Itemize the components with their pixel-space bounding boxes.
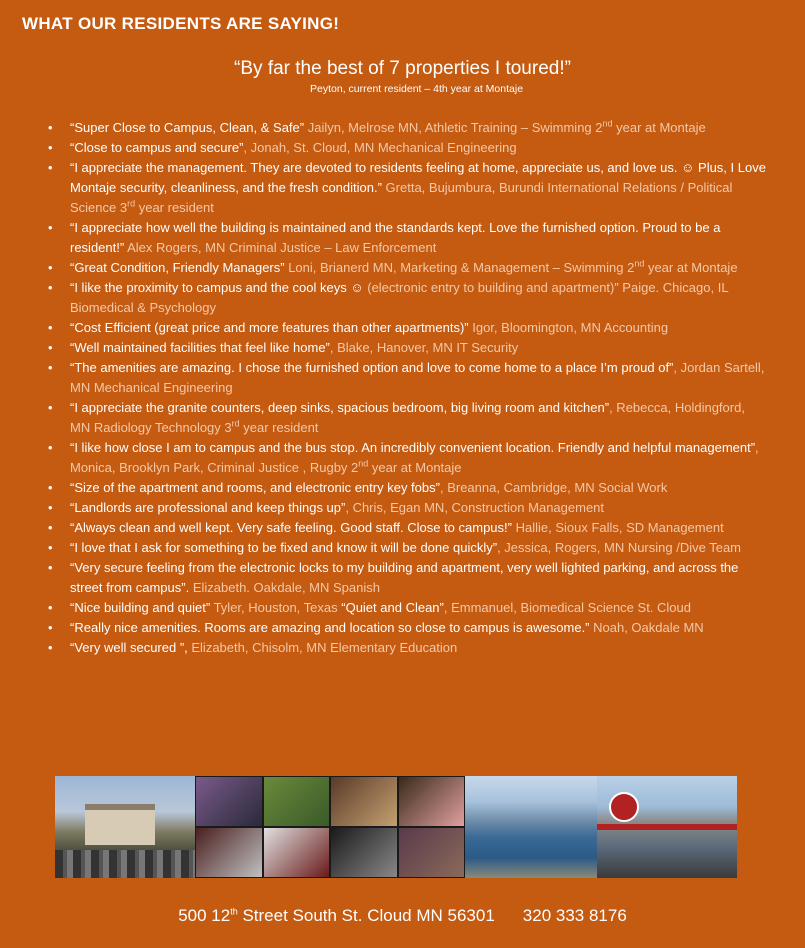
testimonial-item — [48, 158, 768, 218]
bullet-icon: • — [48, 400, 53, 415]
testimonial-item — [48, 318, 768, 338]
testimonial-quote: “The amenities are amazing. I chose the furnished option and love to come home to a place I’m proud of” — [70, 360, 674, 375]
testimonial-item — [48, 338, 768, 358]
testimonial-item — [48, 218, 768, 258]
testimonial-item — [48, 518, 768, 538]
testimonial-author: , Rebecca, Holdingford, MN Radiology Technology 3 — [70, 400, 745, 435]
testimonial-quote: “I appreciate the granite counters, deep sinks, spacious bedroom, big living room and kitchen” — [70, 400, 610, 415]
bullet-icon: • — [48, 620, 53, 635]
testimonial-quote: “Quiet and Clean” — [341, 600, 444, 615]
testimonial-author: Hallie, Sioux Falls, SD Management — [511, 520, 724, 535]
testimonial-quote: “I appreciate how well the building is maintained and the standards kept. Love the furnished option. Proud to be a resident!” — [70, 220, 721, 255]
bullet-icon: • — [48, 140, 53, 155]
testimonial-quote: “Super Close to Campus, Clean, & Safe” — [70, 120, 305, 135]
bullet-icon: • — [48, 480, 53, 495]
scsu-logo-icon — [609, 792, 639, 822]
testimonial-item — [48, 478, 768, 498]
testimonial-author: Igor, Bloomington, MN Accounting — [468, 320, 669, 335]
testimonial-author-cont: year at Montaje — [644, 260, 738, 275]
ordinal-suffix: nd — [634, 258, 645, 269]
residents-collage-photo — [195, 776, 465, 878]
testimonial-item — [48, 138, 768, 158]
featured-quote: “By far the best of 7 properties I toured!” — [234, 58, 571, 79]
bullet-icon: • — [48, 340, 53, 355]
testimonial-author: Tyler, Houston, Texas — [210, 600, 342, 615]
testimonial-author: Gretta, Bujumbura, Burundi International Relations / Political Science 3 — [70, 180, 733, 215]
testimonial-quote: “Very well secured ”, — [70, 640, 188, 655]
testimonial-item — [48, 598, 768, 618]
testimonial-quote: “Always clean and well kept. Very safe feeling. Good staff. Close to campus!” — [70, 520, 512, 535]
ordinal-suffix: rd — [127, 198, 136, 209]
bullet-icon: • — [48, 520, 53, 535]
bullet-icon: • — [48, 280, 53, 295]
ordinal-suffix: rd — [231, 418, 240, 429]
testimonial-author: , Blake, Hanover, MN IT Security — [329, 340, 519, 355]
testimonial-quote: “Well maintained facilities that feel like home” — [70, 340, 330, 355]
testimonial-author: , Jessica, Rogers, MN Nursing /Dive Team — [497, 540, 742, 555]
bullet-icon: • — [48, 640, 53, 655]
testimonial-author: , Jordan Sartell, MN Mechanical Engineering — [70, 360, 765, 395]
testimonial-item — [48, 438, 768, 478]
testimonial-author: , Chris, Egan MN, Construction Management — [345, 500, 605, 515]
bullet-icon: • — [48, 600, 53, 615]
bullet-icon: • — [48, 500, 53, 515]
bullet-icon: • — [48, 220, 53, 235]
testimonial-item — [48, 638, 768, 658]
bullet-icon: • — [48, 120, 53, 135]
bullet-icon: • — [48, 260, 53, 275]
phone-number: 320 333 8176 — [522, 906, 627, 925]
river-photo — [465, 776, 597, 878]
testimonial-quote: “I appreciate the management. They are devoted to residents feeling at home, appreciate us, and love us. ☺ Plus, I Love Montaje security, cleanliness, and the fresh condition.” — [70, 160, 766, 195]
testimonial-quote: “Great Condition, Friendly Managers” — [70, 260, 285, 275]
testimonial-item — [48, 118, 768, 138]
photo-strip — [55, 776, 737, 878]
testimonials-list — [48, 118, 768, 658]
featured-quote-attribution: Peyton, current resident – 4th year at Montaje — [310, 83, 524, 95]
bullet-icon: • — [48, 320, 53, 335]
testimonial-author: , Jonah, St. Cloud, MN Mechanical Engineering — [243, 140, 517, 155]
page-heading: WHAT OUR RESIDENTS ARE SAYING! — [22, 14, 340, 33]
testimonial-quote: “Really nice amenities. Rooms are amazing and location so close to campus is awesome.” — [70, 620, 590, 635]
testimonial-quote: “I like the proximity to campus and the cool keys ☺ — [70, 280, 364, 295]
ordinal-suffix: nd — [358, 458, 369, 469]
testimonial-quote: “Very secure feeling from the electronic locks to my building and apartment, very well lighted parking, and across the street from campus”. — [70, 560, 739, 595]
testimonial-quote: “Size of the apartment and rooms, and electronic entry key fobs” — [70, 480, 440, 495]
testimonial-author: Elizabeth. Oakdale, MN Spanish — [189, 580, 380, 595]
campus-building-photo — [597, 776, 737, 878]
bullet-icon: • — [48, 360, 53, 375]
testimonial-item — [48, 498, 768, 518]
testimonial-item — [48, 618, 768, 638]
testimonial-quote: “I love that I ask for something to be fixed and know it will be done quickly” — [70, 540, 498, 555]
testimonial-quote: “I like how close I am to campus and the bus stop. An incredibly convenient location. Friendly and helpful management” — [70, 440, 756, 455]
testimonial-author: (electronic entry to building and apartment)” Paige. Chicago, IL Biomedical & Psychology — [70, 280, 729, 315]
testimonial-author: , Monica, Brooklyn Park, Criminal Justice , Rugby 2 — [70, 440, 759, 475]
contact-footer — [0, 906, 805, 926]
testimonial-item — [48, 358, 768, 398]
testimonial-item — [48, 538, 768, 558]
testimonial-author-cont: year at Montaje — [368, 460, 462, 475]
testimonial-author: Alex Rogers, MN Criminal Justice – Law Enforcement — [124, 240, 437, 255]
testimonial-item — [48, 258, 768, 278]
ordinal-suffix: nd — [602, 118, 613, 129]
testimonial-quote: “Landlords are professional and keep things up” — [70, 500, 346, 515]
testimonial-author: Elizabeth, Chisolm, MN Elementary Education — [187, 640, 458, 655]
testimonial-author: Noah, Oakdale MN — [589, 620, 704, 635]
bullet-icon: • — [48, 160, 53, 175]
testimonial-item — [48, 398, 768, 438]
testimonial-item — [48, 558, 768, 598]
testimonial-author: Jailyn, Melrose MN, Athletic Training – Swimming 2 — [304, 120, 603, 135]
testimonial-author-cont: year resident — [135, 200, 214, 215]
testimonial-author: Loni, Brianerd MN, Marketing & Management – Swimming 2 — [284, 260, 635, 275]
address-text: 500 12th Street South St. Cloud MN 56301 — [178, 906, 495, 925]
bullet-icon: • — [48, 540, 53, 555]
bullet-icon: • — [48, 560, 53, 575]
testimonial-quote: “Close to campus and secure” — [70, 140, 244, 155]
testimonial-author-cont: year at Montaje — [612, 120, 706, 135]
testimonial-quote: “Nice building and quiet” — [70, 600, 211, 615]
testimonial-author: , Emmanuel, Biomedical Science St. Cloud — [443, 600, 691, 615]
bullet-icon: • — [48, 440, 53, 455]
testimonial-quote: “Cost Efficient (great price and more features than other apartments)” — [70, 320, 469, 335]
testimonial-author: , Breanna, Cambridge, MN Social Work — [439, 480, 668, 495]
testimonial-author-cont: year resident — [239, 420, 319, 435]
building-exterior-photo — [55, 776, 195, 878]
testimonial-item — [48, 278, 768, 318]
